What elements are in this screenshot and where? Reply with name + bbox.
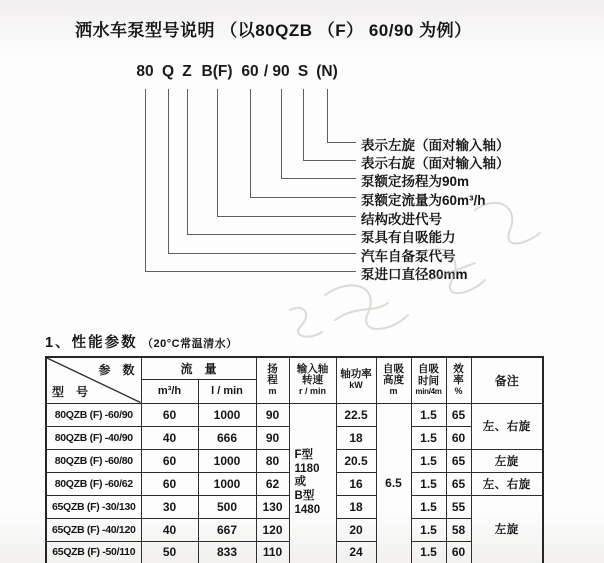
code-part-z: Z	[182, 63, 192, 80]
header-power-unit: kW	[349, 380, 363, 391]
speed-line-1180: 1180	[294, 462, 320, 475]
header-suction-height-unit: m	[389, 386, 398, 397]
head-cell: 80	[256, 449, 289, 472]
suction-height-merged-cell: 6.5	[376, 403, 411, 563]
header-suction-time-line2: 时间	[418, 374, 440, 387]
flow-lmin-cell: 666	[198, 426, 256, 449]
header-shaft-power	[336, 357, 376, 403]
header-suction-height	[376, 357, 411, 403]
section-title: 性能参数	[71, 335, 138, 351]
section-heading	[45, 331, 238, 352]
code-part-60: 60	[241, 63, 259, 80]
model-cell: 80QZB (F) -60/62	[46, 472, 141, 495]
code-part-q: Q	[161, 63, 175, 80]
performance-table	[45, 356, 544, 563]
suction-time-cell: 1.5	[411, 426, 446, 449]
power-cell: 24	[336, 541, 376, 563]
code-part-s: S	[297, 63, 309, 80]
flow-m3h-cell: 40	[141, 518, 198, 541]
header-power-label: 轴功率	[340, 368, 372, 381]
suction-time-cell: 1.5	[411, 472, 446, 495]
suction-time-cell: 1.5	[411, 518, 446, 541]
header-model-label: 型 号	[52, 384, 89, 399]
speed-line-f: F型	[294, 449, 314, 462]
section-number: 1、	[45, 335, 72, 351]
head-cell: 90	[256, 403, 289, 426]
remark-merged-cell: 左、右旋	[471, 403, 543, 449]
section-subtitle: （20°C常温清水）	[142, 338, 238, 350]
connector-line-80	[145, 89, 356, 272]
code-part-80: 80	[136, 63, 154, 80]
diagram-label-vehicle-pump: 汽车自备泵代号	[361, 249, 456, 264]
flow-lmin-cell: 1000	[198, 403, 256, 426]
efficiency-cell: 65	[446, 449, 471, 472]
header-efficiency-unit: %	[454, 386, 463, 397]
diagram-label-left-rotation: 表示左旋（面对输入轴）	[361, 138, 510, 153]
header-corner-cell	[46, 357, 141, 403]
header-suction-time-unit: min/4m	[415, 386, 442, 396]
header-head-label: 扬程	[267, 362, 278, 387]
header-head	[256, 357, 289, 403]
header-head-unit: m	[268, 386, 277, 397]
flow-m3h-cell: 60	[141, 449, 198, 472]
model-cell: 65QZB (F) -50/110	[46, 541, 141, 563]
suction-time-cell: 1.5	[411, 403, 446, 426]
header-suction-height-line1: 自吸	[383, 362, 405, 375]
model-cell: 80QZB (F) -60/80	[46, 449, 141, 472]
header-flow-unit-m3h: m³/h	[141, 379, 198, 403]
efficiency-cell: 65	[446, 403, 471, 426]
efficiency-cell: 60	[446, 541, 471, 563]
header-parameter-label: 参 数	[98, 363, 135, 377]
efficiency-cell: 55	[446, 495, 471, 518]
efficiency-cell: 58	[446, 518, 471, 541]
diagram-label-rated-flow: 泵额定流量为60m³/h	[361, 193, 486, 208]
header-input-speed	[289, 357, 336, 403]
power-cell: 18	[336, 495, 376, 518]
efficiency-cell: 60	[446, 426, 471, 449]
diagram-label-inlet-diameter: 泵进口直径80mm	[361, 267, 468, 282]
efficiency-cell: 65	[446, 472, 471, 495]
header-efficiency-label: 效率	[453, 362, 464, 387]
header-efficiency	[446, 357, 471, 403]
head-cell: 62	[256, 472, 289, 495]
suction-time-cell: 1.5	[411, 495, 446, 518]
power-cell: 18	[336, 426, 376, 449]
head-cell: 90	[256, 426, 289, 449]
power-cell: 20	[336, 518, 376, 541]
diagram-label-self-priming: 泵具有自吸能力	[361, 230, 456, 245]
flow-lmin-cell: 1000	[198, 449, 256, 472]
flow-m3h-cell: 60	[141, 403, 198, 426]
input-speed-merged-cell	[289, 403, 336, 563]
head-cell: 120	[256, 518, 289, 541]
flow-m3h-cell: 50	[141, 541, 198, 563]
suction-time-cell: 1.5	[411, 449, 446, 472]
suction-time-cell: 1.5	[411, 541, 446, 563]
flow-lmin-cell: 833	[198, 541, 256, 563]
header-suction-time	[411, 357, 446, 403]
code-part-slash: /	[263, 63, 269, 80]
flow-m3h-cell: 40	[141, 426, 198, 449]
header-speed-unit: r / min	[299, 386, 327, 397]
remark-cell: 左、右旋	[471, 472, 543, 495]
header-suction-height-line2: 高度	[383, 374, 405, 387]
flow-lmin-cell: 500	[198, 495, 256, 518]
header-speed-line1: 输入轴	[296, 362, 329, 375]
power-cell: 20.5	[336, 449, 376, 472]
code-part-90: 90	[272, 63, 290, 80]
header-flow: 流 量	[141, 357, 256, 379]
power-cell: 16	[336, 472, 376, 495]
speed-line-b: B型	[294, 490, 315, 503]
model-cell: 80QZB (F) -40/90	[46, 426, 141, 449]
head-cell: 110	[256, 541, 289, 563]
code-part-bf: B(F)	[201, 63, 233, 80]
model-cell: 80QZB (F) -60/90	[46, 403, 141, 426]
power-cell: 22.5	[336, 403, 376, 426]
diagram-label-structure-code: 结构改进代号	[361, 212, 442, 227]
remark-merged-cell: 左旋	[471, 495, 543, 563]
flow-m3h-cell: 30	[141, 495, 198, 518]
speed-line-or: 或	[294, 476, 307, 489]
diagram-label-rated-head: 泵额定扬程为90m	[361, 174, 470, 189]
flow-lmin-cell: 1000	[198, 472, 256, 495]
table-row	[46, 403, 543, 426]
model-cell: 65QZB (F) -40/120	[46, 518, 141, 541]
model-cell: 65QZB (F) -30/130	[46, 495, 141, 518]
header-remark: 备注	[471, 357, 543, 403]
header-suction-time-line1: 自吸	[418, 363, 440, 376]
diagram-label-right-rotation: 表示右旋（面对输入轴）	[361, 156, 510, 171]
flow-lmin-cell: 667	[198, 518, 256, 541]
document-title: 洒水车泵型号说明 （以80QZB （F） 60/90 为例）	[75, 21, 472, 40]
flow-m3h-cell: 60	[141, 472, 198, 495]
header-speed-line2: 转速	[302, 374, 324, 387]
remark-cell: 左旋	[471, 449, 543, 472]
head-cell: 130	[256, 495, 289, 518]
speed-line-1480: 1480	[294, 503, 321, 516]
header-flow-unit-lmin: l / min	[198, 379, 256, 403]
code-part-n: (N)	[316, 63, 338, 80]
